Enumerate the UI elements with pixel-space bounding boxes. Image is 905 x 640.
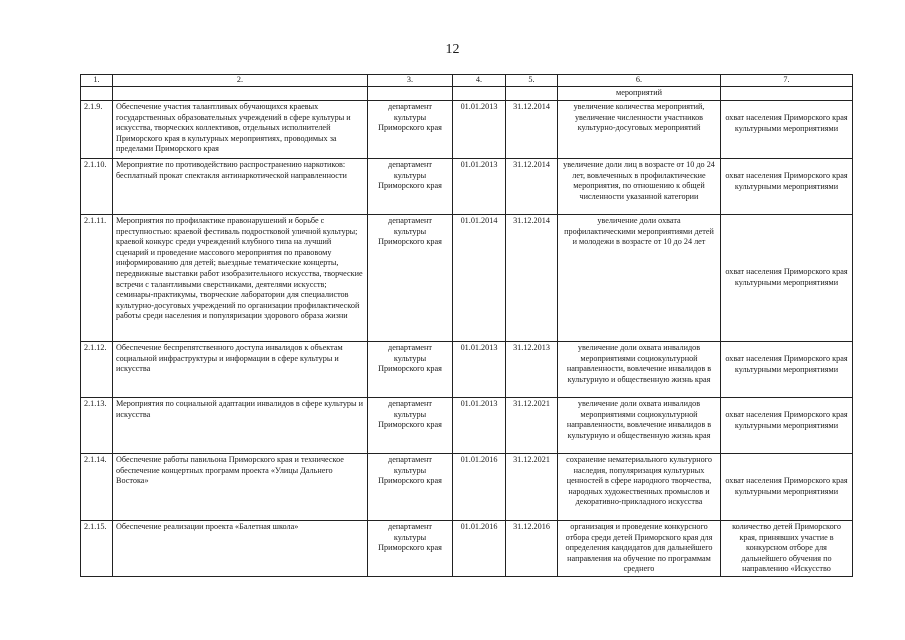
executor: департамент культуры Приморского края [368,342,453,398]
end-date: 31.12.2014 [506,215,558,342]
start-date: 01.01.2013 [453,398,506,454]
start-date: 01.01.2013 [453,101,506,159]
column-header: 1. [81,75,113,87]
row-number: 2.1.10. [81,159,113,215]
activity-name: Мероприятие по противодействию распространению наркотиков: бесплатный прокат спектакля антинаркотической направленности [113,159,368,215]
row-number: 2.1.15. [81,521,113,577]
expected-result: увеличение доли охвата инвалидов мероприятиями социокультурной направленности, вовлечение инвалидов в культурную и общественную жизнь края [558,342,721,398]
end-date: 31.12.2013 [506,342,558,398]
table-row [81,101,853,159]
page-number: 12 [445,42,460,57]
column-header: 3. [368,75,453,87]
end-date: 31.12.2021 [506,398,558,454]
activity-name: Обеспечение работы павильона Приморского края и техническое обеспечение концертных программ проекта «Улицы Дальнего Востока» [113,454,368,521]
executor: департамент культуры Приморского края [368,101,453,159]
end-date: 31.12.2021 [506,454,558,521]
activity-name: Обеспечение участия талантливых обучающихся краевых государственных образовательных учреждений в сфере культуры и искусства, творческих коллективов, отдельных исполнителей Приморского края в культурных мероприятиях, проводимых за пределами Приморского края [113,101,368,159]
expected-result: увеличение количества мероприятий, увеличение численности участников культурно-досуговых мероприятий [558,101,721,159]
row-number: 2.1.11. [81,215,113,342]
continuation-row [81,87,853,101]
column-header: 2. [113,75,368,87]
indicator: охват населения Приморского края культурными мероприятиями [721,342,853,398]
column-header: 5. [506,75,558,87]
end-date: 31.12.2014 [506,159,558,215]
activity-name: Мероприятия по социальной адаптации инвалидов в сфере культуры и искусства [113,398,368,454]
row-number: 2.1.9. [81,101,113,159]
start-date: 01.01.2016 [453,521,506,577]
start-date: 01.01.2016 [453,454,506,521]
end-date: 31.12.2014 [506,101,558,159]
end-date: 31.12.2016 [506,521,558,577]
column-header: 6. [558,75,721,87]
activity-name: Мероприятия по профилактике правонарушений и борьбе с преступностью: краевой фестиваль подростковой уличной культуры; краевой конкурс среди учреждений клубного типа на лучший сценарий и проведение массового мероприятия по правовому информированию для детей; выездные тематические концерты, передвижные выставки работ изобразительного искусства, творческие встречи с талантливыми сверстниками, деятелями искусств; семинары-практикумы, творческие лаборатории для специалистов культурно-досуговых учреждений по организации профилактической работы среди населения и популяризации здорового образа жизни [113,215,368,342]
table-row [81,454,853,521]
executor: департамент культуры Приморского края [368,521,453,577]
table-row [81,159,853,215]
expected-result: увеличение доли охвата инвалидов мероприятиями социокультурной направленности, вовлечение инвалидов в культурную и общественную жизнь края [558,398,721,454]
indicator: количество детей Приморского края, принявших участие в конкурсном отборе для дальнейшего обучения по направлению «Искусство [721,521,853,577]
row-number: 2.1.14. [81,454,113,521]
start-date: 01.01.2013 [453,159,506,215]
table-row [81,342,853,398]
expected-result: увеличение доли лиц в возрасте от 10 до 24 лет, вовлеченных в профилактические мероприятия, по отношению к общей численности указанной категории [558,159,721,215]
executor: департамент культуры Приморского края [368,159,453,215]
table-row [81,521,853,577]
expected-result: сохранение нематериального культурного наследия, популяризация культурных ценностей в сфере народного творчества, народных художественных промыслов и декоративно-прикладного искусства [558,454,721,521]
executor: департамент культуры Приморского края [368,454,453,521]
activities-table [80,74,853,577]
activity-name: Обеспечение реализации проекта «Балетная школа» [113,521,368,577]
start-date: 01.01.2014 [453,215,506,342]
expected-result: увеличение доли охвата профилактическими мероприятиями детей и молодежи в возрасте от 10 до 24 лет [558,215,721,342]
start-date: 01.01.2013 [453,342,506,398]
activity-name: Обеспечение беспрепятственного доступа инвалидов к объектам социальной инфраструктуры и информации в сфере культуры и искусства [113,342,368,398]
indicator: охват населения Приморского края культурными мероприятиями [721,398,853,454]
indicator: охват населения Приморского края культурными мероприятиями [721,159,853,215]
indicator: охват населения Приморского края культурными мероприятиями [721,101,853,159]
indicator: охват населения Приморского края культурными мероприятиями [721,454,853,521]
header-row [81,75,853,87]
indicator: охват населения Приморского края культурными мероприятиями [721,215,853,342]
table-row [81,215,853,342]
column-header: 7. [721,75,853,87]
table-row [81,398,853,454]
expected-result: организация и проведение конкурсного отбора среди детей Приморского края для определения кандидатов для дальнейшего направления на обучение по программам среднего [558,521,721,577]
row-number: 2.1.13. [81,398,113,454]
column-header: 4. [453,75,506,87]
row-number: 2.1.12. [81,342,113,398]
continuation-text: мероприятий [558,87,721,101]
executor: департамент культуры Приморского края [368,215,453,342]
executor: департамент культуры Приморского края [368,398,453,454]
